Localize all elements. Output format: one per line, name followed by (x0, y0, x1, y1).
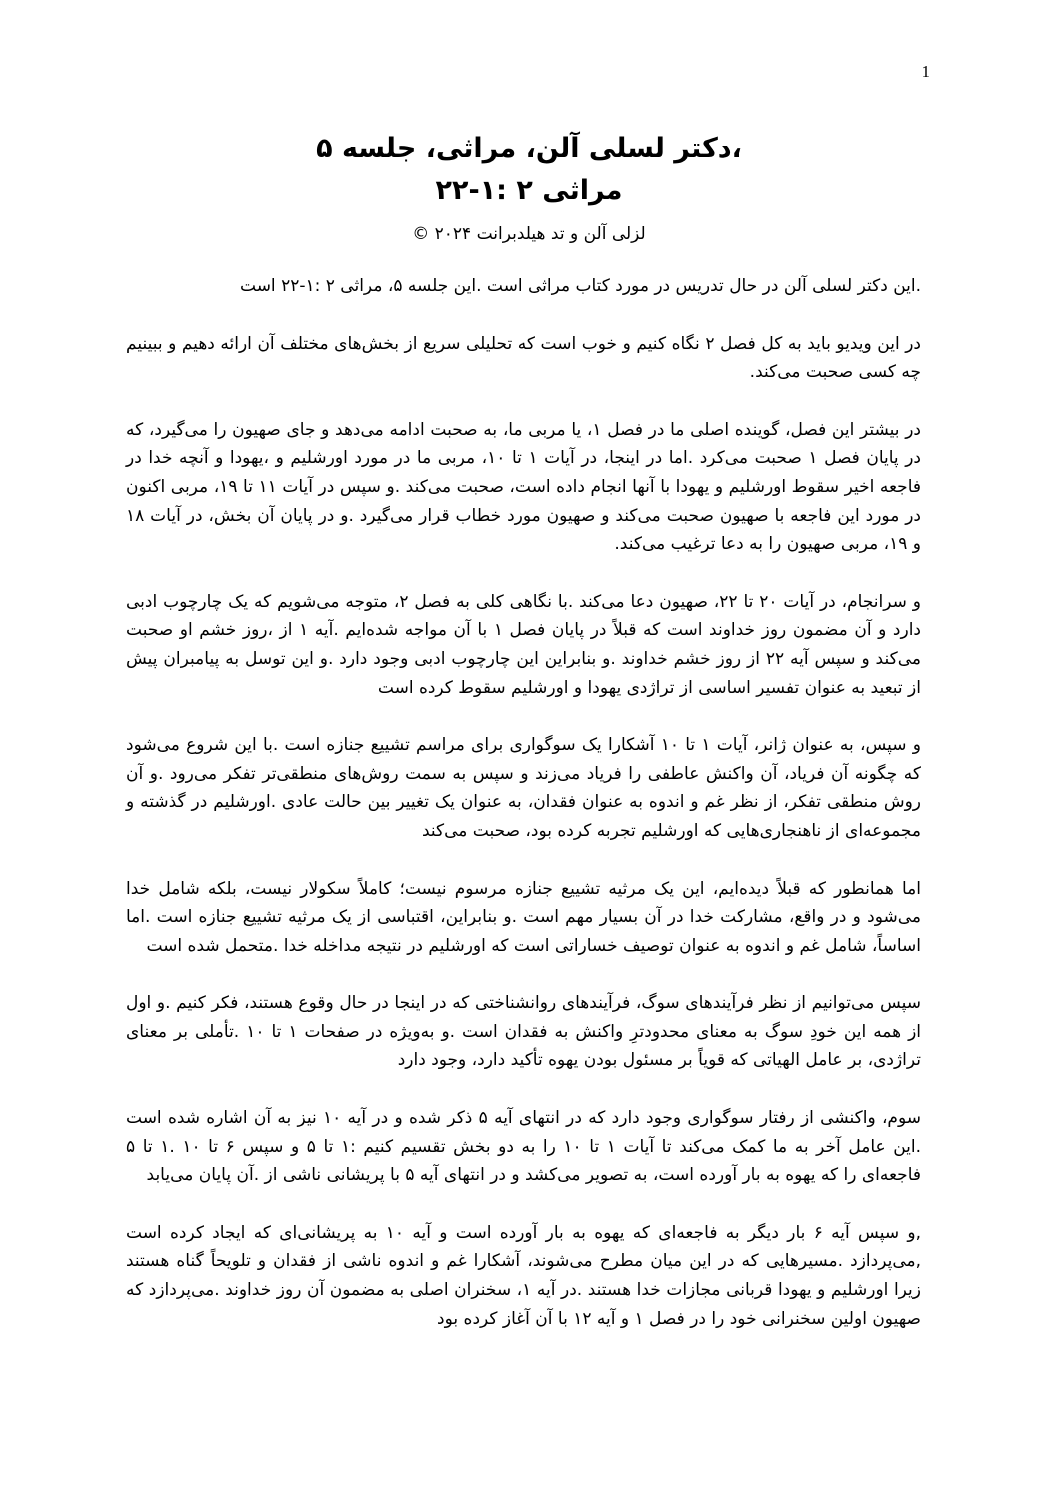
paragraph-9: ,و سپس آیه ۶ بار دیگر به فاجعه‌ای که یهوه به بار آورده است و آیه ۱۰ به پریشانی‌ای که ایجاد کرده است ,می‌پردازد .مسیرهایی که در این میان مطرح می‌شوند، آشکارا غم و اندوه ناشی از فقدان و تلویحاً گناه هستند زیرا اورشلیم و یهودا قربانی مجازات خدا هستند .در آیه ۱، سخنران اصلی به مضمون آن روز خداوند .می‌پردازد که صهیون اولین سخنرانی خود را در فصل ۱ و آیه ۱۲ با آن آغاز کرده بود (126, 1222, 921, 1329)
copyright-line: لزلی آلن و تد هیلدبرانت ۲۰۲۴ © (412, 224, 646, 244)
document-body (126, 272, 921, 1362)
paragraph-5: و سپس، به عنوان ژانر، آیات ۱ تا ۱۰ آشکارا یک سوگواری برای مراسم تشییع جنازه است .با این شروع می‌شود که چگونه آن فریاد، آن واکنش عاطفی را فریاد می‌زند و سپس به سمت روش‌های منطقی‌تر تفکر می‌رود .و آن روش منطقی تفکر، از نظر غم و اندوه به عنوان فقدان، به عنوان یک تغییر بین حالت عادی .اورشلیم در گذشته و مجموعه‌ای از ناهنجاری‌هایی که اورشلیم تجربه کرده بود، صحبت می‌کند (126, 735, 922, 841)
paragraph-7: سپس می‌توانیم از نظر فرآیندهای سوگ، فرآیندهای روانشناختی که در اینجا در حال وقوع هستند، فکر کنیم .و اول از همه این خودِ سوگ به معنای محدودترِ واکنش به فقدان است .و به‌ویژه در صفحات ۱ تا ۱۰ .تأملی بر معنای تراژدی، بر عامل الهیاتی که قویاً بر مسئول بودن یهوه تأکید دارد، وجود دارد (126, 993, 922, 1071)
title-block (0, 128, 1058, 248)
paragraph-2: در این ویدیو باید به کل فصل ۲ نگاه کنیم و خوب است که تحلیلی سریع از بخش‌های مختلف آن ارائه دهیم و ببینیم چه کسی صحبت می‌کند. (126, 333, 921, 383)
paragraph-6: اما همانطور که قبلاً دیده‌ایم، این یک مرثیه تشییع جنازه مرسوم نیست؛ کاملاً سکولار نیست، بلکه شامل خدا می‌شود و در واقع، مشارکت خدا در آن بسیار مهم است .و بنابراین، اقتباسی از یک مرثیه تشییع جنازه است .اما اساساً، شامل غم و اندوه به عنوان توصیف خساراتی است که اورشلیم در نتیجه مداخله خدا .متحمل شده است (126, 878, 921, 956)
paragraph-1: .این دکتر لسلی آلن در حال تدریس در مورد کتاب مراثی است .این جلسه ۵، مراثی ۲ :۱-۲۲ است (240, 276, 921, 296)
paragraph-8: سوم، واکنشی از رفتار سوگواری وجود دارد که در انتهای آیه ۵ ذکر شده و در آیه ۱۰ نیز به آن اشاره شده است .این عامل آخر به ما کمک می‌کند تا آیات ۱ تا ۱۰ را به دو بخش تقسیم کنیم :۱ تا ۵ و سپس ۶ تا ۱۰ .۱ تا ۵ فاجعه‌ای را که یهوه به بار آورده است، به تصویر می‌کشد و در انتهای آیه ۵ با پریشانی ناشی از .آن پایان می‌یابد (126, 1108, 922, 1186)
page-subtitle: مراثی ۲ :۱-۲۲ (435, 175, 623, 206)
paragraph-4: و سرانجام، در آیات ۲۰ تا ۲۲، صهیون دعا می‌کند .با نگاهی کلی به فصل ۲، متوجه می‌شویم که یک چارچوب ادبی دارد و آن مضمون روز خداوند است که قبلاً در پایان فصل ۱ با آن مواجه شده‌ایم .آیه ۱ از ،روز خشم او صحبت می‌کند و سپس آیه ۲۲ از روز خشم خداوند .و بنابراین این چارچوب ادبی وجود دارد .و این توسل به پیامبران پیش از تبعید به عنوان تفسیر اساسی از تراژدی یهودا و اورشلیم سقوط کرده است (126, 591, 921, 698)
page-number: 1 (921, 62, 930, 81)
page-title: ،دکتر لسلی آلن، مراثی، جلسه ۵ (316, 133, 742, 164)
paragraph-3: در بیشتر این فصل، گوینده اصلی ما در فصل ۱، یا مربی ما، به صحبت ادامه می‌دهد و جای صهیون را می‌گیرد، که در پایان فصل ۱ صحبت می‌کرد .اما در اینجا، در آیات ۱ تا ۱۰، مربی ما در مورد اورشلیم و ،یهودا و آنچه خدا در فاجعه اخیر سقوط اورشلیم و یهودا با آنها انجام داده است، صحبت می‌کند .و سپس در آیات ۱۱ تا ۱۹، مربی اکنون در مورد این فاجعه با صهیون صحبت می‌کند و صهیون مورد خطاب قرار می‌گیرد .و در پایان آن بخش، در آیات ۱۸ و ۱۹، مربی صهیون را به دعا ترغیب می‌کند. (126, 419, 921, 555)
